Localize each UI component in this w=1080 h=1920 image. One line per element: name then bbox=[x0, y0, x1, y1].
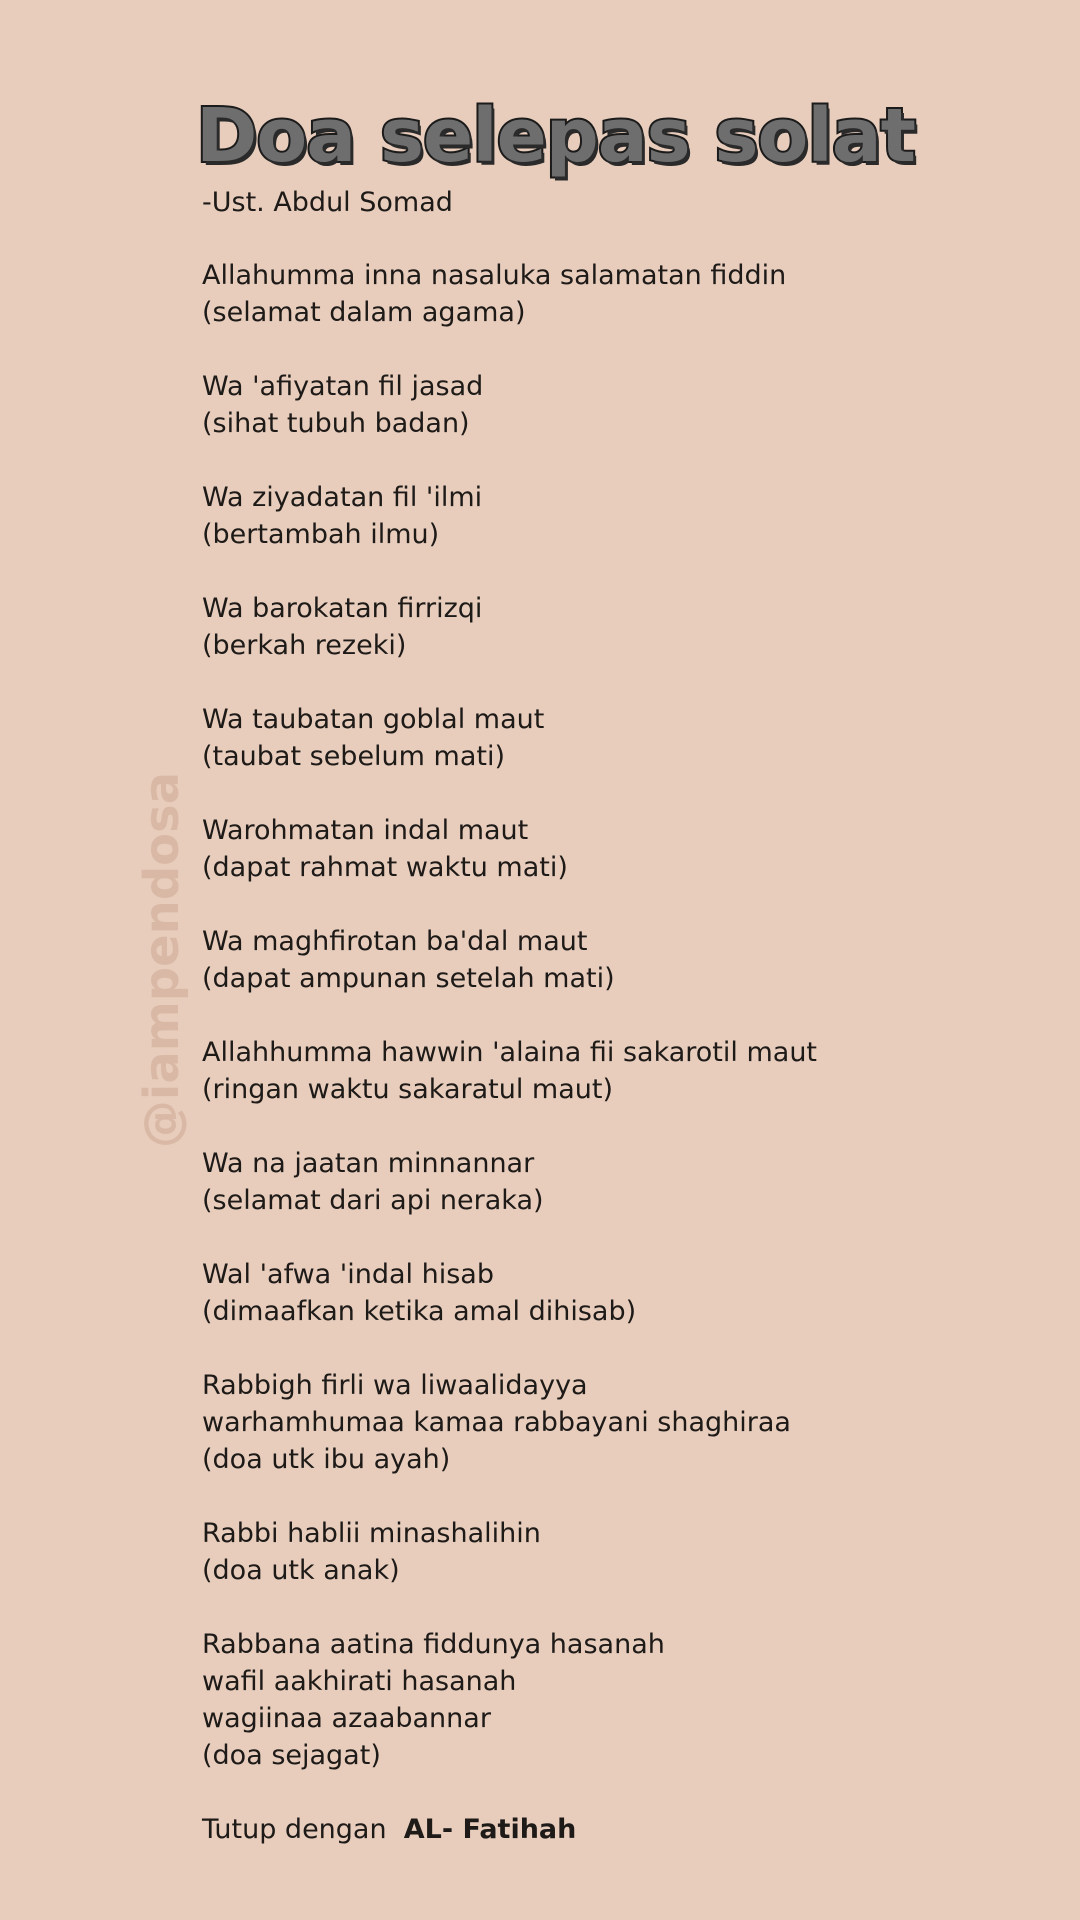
prayer-line: Warohmatan indal maut bbox=[202, 815, 529, 846]
prayer-blocks bbox=[202, 257, 1042, 1774]
prayer-line: Allahumma inna nasaluka salamatan fiddin bbox=[202, 260, 787, 291]
prayer-line: wagiinaa azaabannar bbox=[202, 1703, 491, 1734]
translation-line: (taubat sebelum mati) bbox=[202, 741, 506, 772]
prayer-block bbox=[202, 1367, 1042, 1478]
prayer-line: Wa 'afiyatan fil jasad bbox=[202, 371, 484, 402]
closing-prefix: Tutup dengan bbox=[202, 1814, 387, 1845]
prayer-block bbox=[202, 479, 1042, 553]
prayer-block bbox=[202, 812, 1042, 886]
prayer-block bbox=[202, 701, 1042, 775]
page-title: Doa selepas solat bbox=[196, 93, 916, 179]
prayer-block bbox=[202, 1515, 1042, 1589]
closing-line bbox=[202, 1811, 1042, 1848]
prayer-block bbox=[202, 1626, 1042, 1774]
translation-line: (ringan waktu sakaratul maut) bbox=[202, 1074, 613, 1105]
translation-line: (doa sejagat) bbox=[202, 1740, 381, 1771]
prayer-line: Wa na jaatan minnannar bbox=[202, 1148, 535, 1179]
prayer-line: Wa taubatan goblal maut bbox=[202, 704, 545, 735]
prayer-block bbox=[202, 257, 1042, 331]
prayer-line: Rabbigh firli wa liwaalidayya bbox=[202, 1370, 588, 1401]
prayer-block bbox=[202, 923, 1042, 997]
prayer-line: Wa maghfirotan ba'dal maut bbox=[202, 926, 588, 957]
translation-line: (doa utk anak) bbox=[202, 1555, 400, 1586]
translation-line: (berkah rezeki) bbox=[202, 630, 407, 661]
translation-line: (dapat rahmat waktu mati) bbox=[202, 852, 568, 883]
translation-line: (dimaafkan ketika amal dihisab) bbox=[202, 1296, 637, 1327]
closing-emphasis: AL- Fatihah bbox=[403, 1814, 577, 1845]
translation-line: (bertambah ilmu) bbox=[202, 519, 440, 550]
translation-line: (doa utk ibu ayah) bbox=[202, 1444, 451, 1475]
translation-line: (selamat dari api neraka) bbox=[202, 1185, 544, 1216]
prayer-line: Wa ziyadatan fil 'ilmi bbox=[202, 482, 483, 513]
prayer-line: Wal 'afwa 'indal hisab bbox=[202, 1259, 494, 1290]
prayer-block bbox=[202, 1034, 1042, 1108]
prayer-block bbox=[202, 1256, 1042, 1330]
translation-line: (dapat ampunan setelah mati) bbox=[202, 963, 615, 994]
translation-line: (selamat dalam agama) bbox=[202, 297, 526, 328]
prayer-line: Rabbi hablii minashalihin bbox=[202, 1518, 541, 1549]
prayer-line: Wa barokatan firrizqi bbox=[202, 593, 483, 624]
prayer-block bbox=[202, 590, 1042, 664]
prayer-block bbox=[202, 1145, 1042, 1219]
author-credit: -Ust. Abdul Somad bbox=[202, 187, 453, 218]
translation-line: (sihat tubuh badan) bbox=[202, 408, 470, 439]
watermark: @iampendosa bbox=[134, 771, 190, 1149]
prayer-line: Rabbana aatina fiddunya hasanah bbox=[202, 1629, 665, 1660]
prayer-content bbox=[202, 257, 1042, 1848]
prayer-block bbox=[202, 368, 1042, 442]
prayer-line: Allahhumma hawwin 'alaina fii sakarotil maut bbox=[202, 1037, 818, 1068]
prayer-line: wafil aakhirati hasanah bbox=[202, 1666, 517, 1697]
prayer-line: warhamhumaa kamaa rabbayani shaghiraa bbox=[202, 1407, 791, 1438]
